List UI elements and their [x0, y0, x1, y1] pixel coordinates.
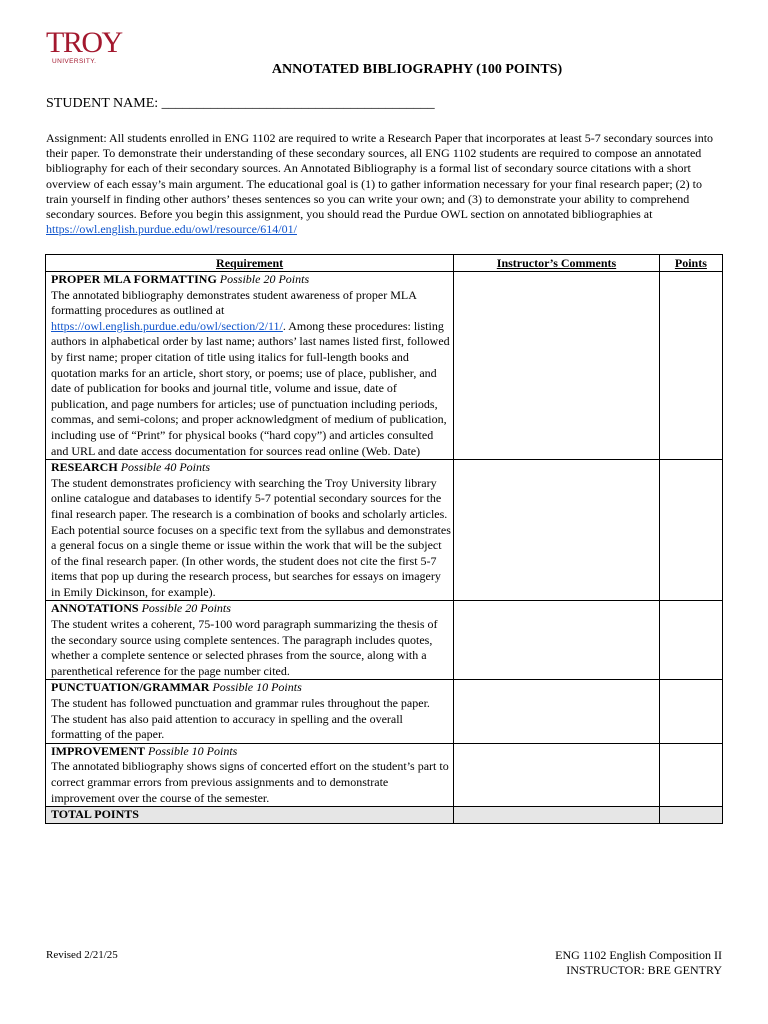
requirement-cell	[46, 601, 454, 680]
table-row	[46, 743, 723, 806]
student-name-line: STUDENT NAME: _______________________________________	[46, 96, 435, 111]
purdue-owl-annotated-link[interactable]: https://owl.english.purdue.edu/owl/resource/614/01/	[46, 222, 297, 237]
points-cell[interactable]	[659, 460, 722, 601]
requirement-cell	[46, 272, 454, 460]
header-requirement: Requirement	[46, 255, 454, 272]
comments-cell[interactable]	[454, 743, 660, 806]
comments-cell[interactable]	[454, 460, 660, 601]
table-row	[46, 601, 723, 680]
requirement-possible: Possible 20 Points	[219, 272, 310, 286]
requirement-name: PUNCTUATION/GRAMMAR	[51, 680, 210, 695]
comments-cell[interactable]	[454, 272, 660, 460]
requirement-possible: Possible 40 Points	[120, 460, 211, 475]
requirement-possible: Possible 20 Points	[141, 601, 231, 616]
total-row	[46, 807, 723, 824]
requirement-name: ANNOTATIONS	[51, 601, 139, 616]
requirement-description: The student writes a coherent, 75-100 word paragraph summarizing the thesis of the secondary source using complete sentences. The paragraph includes quotes, whether a complete sentence or selected phrases from the source, along with a parenthetical reference for the page number cited.	[51, 617, 438, 678]
requirement-cell	[46, 680, 454, 743]
requirement-cell	[46, 743, 454, 806]
total-points-label: TOTAL POINTS	[51, 807, 139, 822]
requirement-description-cont: . Among these procedures: listing authors in alphabetical order by last name; authors’ last names listed first, followed by first name; proper citation of title using italics for full-length books and quotation marks for an article, short story, or poems; use of place, publisher, and date of publication for books and journal title, volume and issue, date of publication, and page numbers for articles; use of punctuation including periods, commas, and semi-colons; and proper acknowledgment of medium of publication, including use of “Print” for physical books (“hard copy”) and articles consulted and URL and date access documentation for sources read online (Web. Date)	[51, 318, 450, 458]
requirement-description: The annotated bibliography shows signs of concerted effort on the student’s part to correct grammar errors from previous assignments and to demonstrate improvement over the course of the semester.	[51, 759, 449, 805]
requirement-name: RESEARCH	[51, 460, 118, 475]
points-cell[interactable]	[659, 601, 722, 680]
instructor-name: INSTRUCTOR: BRE GENTRY	[566, 963, 722, 977]
requirement-possible: Possible 10 Points	[148, 743, 238, 758]
document-title: ANNOTATED BIBLIOGRAPHY (100 POINTS)	[271, 62, 563, 77]
requirement-possible: Possible 10 Points	[212, 680, 302, 695]
comments-cell[interactable]	[454, 680, 660, 743]
points-cell[interactable]	[659, 743, 722, 806]
requirement-name: PROPER MLA FORMATTING	[51, 272, 217, 286]
header-points: Points	[659, 255, 722, 272]
table-row	[46, 272, 723, 460]
requirement-cell	[46, 460, 454, 601]
requirement-name: IMPROVEMENT	[51, 743, 145, 758]
header-instructor-comments: Instructor’s Comments	[454, 255, 660, 272]
logo-subtext: UNIVERSITY.	[52, 58, 97, 65]
assignment-paragraph	[46, 131, 724, 237]
total-label	[46, 807, 454, 824]
table-header-row	[46, 255, 723, 272]
footer-course-info	[555, 948, 722, 978]
requirement-description: The student has followed punctuation and grammar rules throughout the paper. The student has also paid attention to accuracy in spelling and the overall formatting of the paper.	[51, 696, 430, 742]
total-comments-cell[interactable]	[454, 807, 660, 824]
requirement-description: The student demonstrates proficiency with searching the Troy University library online catalogue and databases to identify 5-7 potential secondary sources for the final research paper. The research is a combination of books and scholarly articles. Each potential source focuses on a specific text from the syllabus and demonstrates a general focus on a single theme or issue within the work that will be the subject of the final research paper. (In other words, the student does not cite the first 5-7 items that pop up during the research process, but searches for essays on imagery in Emily Dickinson, for example).	[51, 475, 451, 599]
requirement-description: The annotated bibliography demonstrates student awareness of proper MLA formatting procedures as outlined at	[51, 287, 417, 318]
revised-date: Revised 2/21/25	[46, 949, 118, 961]
rubric-table	[45, 254, 723, 824]
purdue-owl-mla-link[interactable]: https://owl.english.purdue.edu/owl/section/2/11/	[51, 318, 283, 333]
course-name: ENG 1102 English Composition II	[555, 948, 722, 962]
logo-wordmark: TROY	[46, 26, 122, 59]
assignment-text: Assignment: All students enrolled in ENG 1102 are required to write a Research Paper that incorporates at least 5-7 secondary sources into their paper. To demonstrate their understanding of these secondary sources, all ENG 1102 students are required to compose an annotated bibliography for each of their secondary sources. An Annotated Bibliography is a formal list of secondary source citations with a short overview of each essay’s main argument. The educational goal is (1) to gather information necessary for your final research paper; (2) to train yourself in finding other authors’ theses sentences so you can write your own; and (3) to demonstrate your ability to comprehend secondary sources. Before you begin this assignment, you should read the Purdue OWL section on annotated bibliographies at	[46, 131, 714, 222]
table-row	[46, 680, 723, 743]
total-points-cell[interactable]	[659, 807, 722, 824]
table-row	[46, 460, 723, 601]
comments-cell[interactable]	[454, 601, 660, 680]
points-cell[interactable]	[659, 272, 722, 460]
points-cell[interactable]	[659, 680, 722, 743]
